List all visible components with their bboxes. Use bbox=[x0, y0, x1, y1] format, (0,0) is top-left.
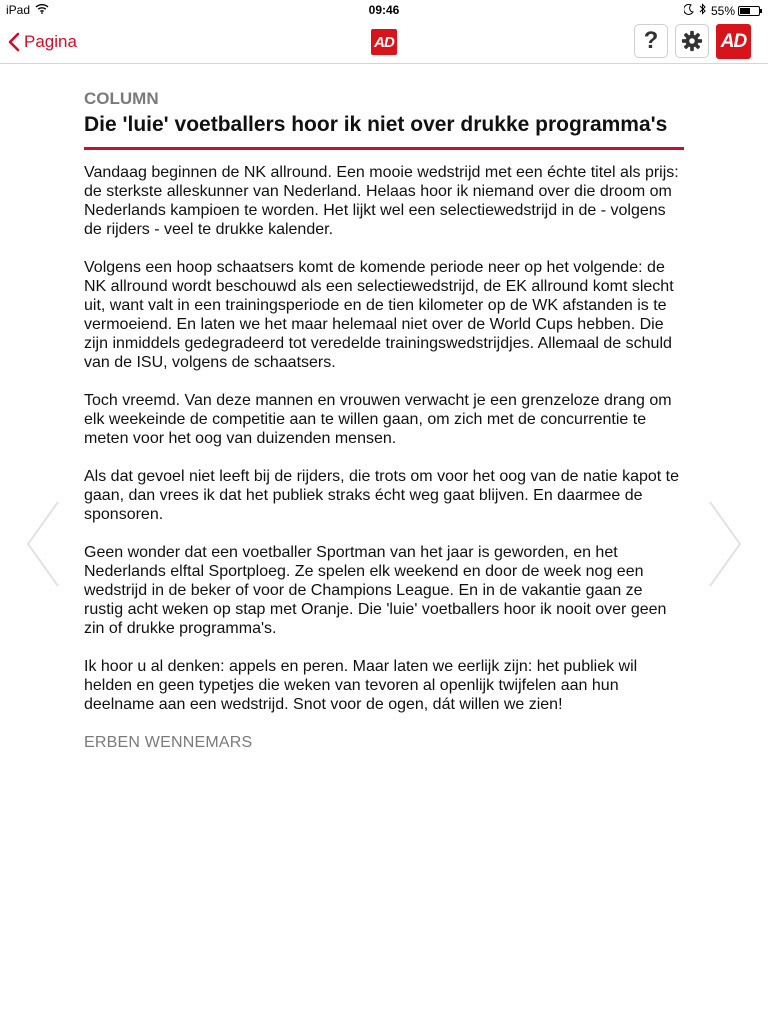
ad-logo: AD bbox=[371, 29, 397, 55]
battery-level-fill bbox=[740, 8, 750, 14]
paragraph: Volgens een hoop schaatsers komt de komende periode neer op het volgende: de NK allround wordt beschouwd als een selectiewedstrijd, de EK allround komt slecht uit, want valt in een trainingsperiode en de tien kilometer op de WK afstanden is te vermoeiend. En laten we het maar helemaal niet over de World Cups hebben. Die zijn inmiddels gedegradeerd tot veredelde trainingswedstrijdjes. Allemaal de schuld van de ISU, volgens de schaatsers. bbox=[84, 259, 674, 371]
settings-button[interactable] bbox=[675, 24, 709, 58]
chevron-right-icon bbox=[708, 500, 742, 588]
title-divider bbox=[84, 147, 684, 150]
back-button-label: Pagina bbox=[24, 32, 77, 51]
status-time: 09:46 bbox=[368, 3, 400, 17]
author-byline: ERBEN WENNEMARS bbox=[84, 734, 253, 751]
moon-icon bbox=[684, 4, 694, 18]
paragraph: Ik hoor u al denken: appels en peren. Maar laten we eerlijk zijn: het publiek wil helden en geen typetjes die weken van tevoren al openlijk twijfelen aan hun deelname aan een wedstrijd. Snot voor de ogen, dát willen we zien! bbox=[84, 658, 638, 713]
status-bar bbox=[0, 0, 768, 20]
paragraph: Als dat gevoel niet leeft bij de rijders, die trots om voor het oog van de natie kapot te gaan, dan vrees ik dat het publiek straks écht weg gaat blijven. En daarmee de sponsoren. bbox=[84, 468, 680, 523]
article-body bbox=[84, 163, 684, 714]
article-title: Die 'luie' voetballers hoor ik niet over drukke programma's bbox=[84, 113, 668, 136]
back-button[interactable] bbox=[8, 29, 77, 55]
paragraph: Toch vreemd. Van deze mannen en vrouwen verwacht je een grenzeloze drang om elk weekeinde de competitie aan te willen gaan, om zich met de concurrentie te meten voor het oog van duizenden mensen. bbox=[84, 392, 672, 447]
next-article-arrow[interactable] bbox=[708, 500, 742, 588]
chevron-left-icon bbox=[8, 32, 20, 52]
help-icon: ? bbox=[643, 27, 659, 54]
previous-article-arrow[interactable] bbox=[26, 500, 60, 588]
section-label: COLUMN bbox=[84, 89, 159, 108]
ad-logo-button[interactable]: AD bbox=[716, 24, 751, 59]
battery-icon bbox=[738, 6, 760, 16]
article bbox=[84, 89, 684, 752]
battery-percent: 55% bbox=[710, 3, 735, 18]
gear-icon bbox=[681, 30, 703, 52]
paragraph: Geen wonder dat een voetballer Sportman van het jaar is geworden, en het Nederlands elftal Sportploeg. Ze spelen elk weekend en door de week nog een wedstrijd in de beker of voor de Champions League. En in de vakantie gaan ze rustig acht weken op stap met Oranje. Die 'luie' voetballers hoor ik nooit over geen zin of drukke programma's. bbox=[84, 544, 667, 637]
status-right bbox=[684, 3, 760, 18]
device-name: iPad bbox=[6, 3, 31, 17]
nav-bar bbox=[0, 20, 768, 64]
paragraph: Vandaag beginnen de NK allround. Een mooie wedstrijd met een échte titel als prijs: de sterkste alleskunner van Nederland. Helaas hoor ik niemand over die droom om Nederlands kampioen te worden. Het lijkt wel een selectiewedstrijd in de - volgens de rijders - veel te drukke kalender. bbox=[84, 164, 679, 238]
help-button[interactable] bbox=[634, 24, 668, 58]
chevron-left-icon bbox=[26, 500, 60, 588]
bluetooth-icon bbox=[699, 3, 707, 18]
